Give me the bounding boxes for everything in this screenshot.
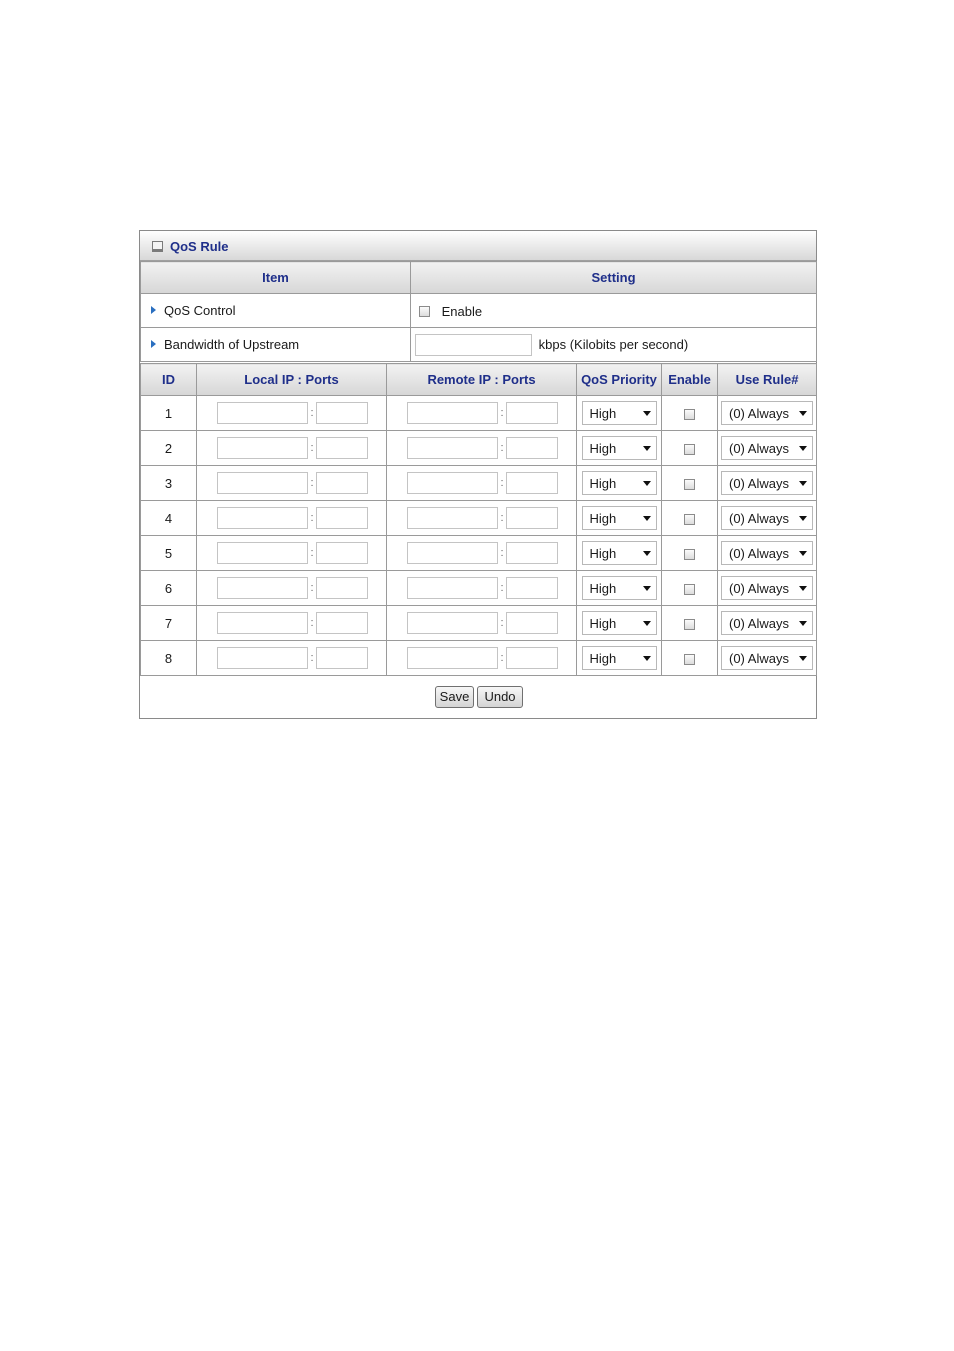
local-port-input[interactable] (316, 647, 368, 669)
rule-id: 8 (141, 641, 197, 676)
chevron-down-icon (643, 446, 651, 451)
use-rule-value: (0) Always (729, 651, 789, 666)
chevron-down-icon (799, 516, 807, 521)
rule-enable-checkbox[interactable] (684, 444, 695, 455)
local-ip-input[interactable] (217, 612, 308, 634)
priority-select[interactable] (582, 646, 657, 670)
rule-enable-checkbox[interactable] (684, 479, 695, 490)
remote-ip-cell (387, 606, 577, 641)
ip-port-separator: : (310, 582, 314, 594)
enable-cell (662, 641, 718, 676)
remote-ip-input[interactable] (407, 647, 498, 669)
ip-port-separator: : (500, 547, 504, 559)
local-ip-input[interactable] (217, 507, 308, 529)
remote-port-input[interactable] (506, 542, 558, 564)
remote-ip-input[interactable] (407, 612, 498, 634)
remote-port-input[interactable] (506, 647, 558, 669)
local-port-input[interactable] (316, 437, 368, 459)
use-rule-cell (718, 641, 817, 676)
chevron-down-icon (643, 586, 651, 591)
local-ip-cell (197, 536, 387, 571)
chevron-down-icon (799, 656, 807, 661)
local-ip-input[interactable] (217, 437, 308, 459)
use-rule-select[interactable] (721, 611, 813, 635)
local-ip-cell (197, 396, 387, 431)
priority-value: High (589, 616, 617, 631)
priority-value: High (589, 441, 617, 456)
local-ip-input[interactable] (217, 472, 308, 494)
chevron-down-icon (643, 516, 651, 521)
local-ip-cell (197, 641, 387, 676)
local-ip-cell (197, 431, 387, 466)
use-rule-cell (718, 536, 817, 571)
remote-ip-input[interactable] (407, 542, 498, 564)
use-rule-value: (0) Always (729, 511, 789, 526)
use-rule-cell (718, 571, 817, 606)
ip-port-separator: : (310, 407, 314, 419)
use-rule-value: (0) Always (729, 406, 789, 421)
use-rule-select[interactable] (721, 436, 813, 460)
qos-rule-panel (139, 230, 817, 719)
priority-select[interactable] (582, 611, 657, 635)
priority-cell (577, 606, 662, 641)
use-rule-cell (718, 396, 817, 431)
upstream-unit-label: kbps (Kilobits per second) (538, 337, 689, 352)
rule-enable-checkbox[interactable] (684, 654, 695, 665)
ip-port-separator: : (310, 617, 314, 629)
local-ip-cell (197, 501, 387, 536)
priority-cell (577, 501, 662, 536)
remote-ip-input[interactable] (407, 507, 498, 529)
local-port-input[interactable] (316, 472, 368, 494)
rule-id: 1 (141, 396, 197, 431)
use-rule-header: Use Rule# (718, 364, 817, 396)
qos-priority-header: QoS Priority (577, 364, 662, 396)
panel-titlebar (140, 231, 816, 261)
remote-ip-cell (387, 466, 577, 501)
remote-ip-cell (387, 536, 577, 571)
enable-cell (662, 431, 718, 466)
undo-button[interactable]: Undo (477, 686, 523, 708)
use-rule-value: (0) Always (729, 581, 789, 596)
upstream-bandwidth-input[interactable] (415, 334, 532, 356)
local-ip-input[interactable] (217, 647, 308, 669)
qos-control-label: QoS Control (164, 303, 236, 319)
rule-id: 4 (141, 501, 197, 536)
priority-value: High (589, 406, 617, 421)
local-ip-cell (197, 571, 387, 606)
item-header: Item (141, 262, 411, 294)
ip-port-separator: : (500, 512, 504, 524)
window-icon (152, 241, 163, 250)
enable-cell (662, 466, 718, 501)
upstream-label: Bandwidth of Upstream (164, 337, 300, 353)
use-rule-select[interactable] (721, 506, 813, 530)
priority-select[interactable] (582, 436, 657, 460)
ip-port-separator: : (310, 477, 314, 489)
local-ip-input[interactable] (217, 542, 308, 564)
rule-row (141, 396, 817, 431)
rule-id: 2 (141, 431, 197, 466)
rule-row (141, 606, 817, 641)
remote-ip-input[interactable] (407, 472, 498, 494)
priority-select[interactable] (582, 506, 657, 530)
chevron-down-icon (799, 481, 807, 486)
rule-enable-checkbox[interactable] (684, 409, 695, 420)
save-button[interactable]: Save (435, 686, 474, 708)
ip-port-separator: : (500, 617, 504, 629)
priority-value: High (589, 476, 617, 491)
arrow-right-icon (151, 306, 156, 314)
remote-port-input[interactable] (506, 437, 558, 459)
priority-cell (577, 571, 662, 606)
priority-select[interactable] (582, 541, 657, 565)
use-rule-cell (718, 466, 817, 501)
use-rule-cell (718, 606, 817, 641)
rule-row (141, 501, 817, 536)
priority-value: High (589, 546, 617, 561)
local-port-input[interactable] (316, 577, 368, 599)
ip-port-separator: : (500, 582, 504, 594)
priority-cell (577, 536, 662, 571)
priority-select[interactable] (582, 401, 657, 425)
rule-enable-checkbox[interactable] (684, 514, 695, 525)
ip-port-separator: : (500, 407, 504, 419)
remote-ip-cell (387, 501, 577, 536)
chevron-down-icon (643, 621, 651, 626)
rule-id: 7 (141, 606, 197, 641)
chevron-down-icon (643, 481, 651, 486)
rules-table (140, 363, 817, 676)
rule-row (141, 431, 817, 466)
rule-id: 3 (141, 466, 197, 501)
remote-ip-cell (387, 641, 577, 676)
settings-table (140, 261, 817, 362)
qos-enable-checkbox[interactable] (419, 306, 430, 317)
local-port-input[interactable] (316, 507, 368, 529)
enable-cell (662, 536, 718, 571)
priority-value: High (589, 651, 617, 666)
use-rule-select[interactable] (721, 541, 813, 565)
priority-value: High (589, 581, 617, 596)
use-rule-select[interactable] (721, 471, 813, 495)
ip-port-separator: : (500, 442, 504, 454)
chevron-down-icon (799, 411, 807, 416)
chevron-down-icon (799, 551, 807, 556)
rule-row (141, 641, 817, 676)
rule-id: 6 (141, 571, 197, 606)
enable-header: Enable (662, 364, 718, 396)
remote-port-input[interactable] (506, 577, 558, 599)
enable-cell (662, 606, 718, 641)
remote-ip-input[interactable] (407, 437, 498, 459)
ip-port-separator: : (310, 652, 314, 664)
priority-cell (577, 641, 662, 676)
local-port-input[interactable] (316, 542, 368, 564)
local-ip-header: Local IP : Ports (197, 364, 387, 396)
use-rule-value: (0) Always (729, 616, 789, 631)
local-port-input[interactable] (316, 402, 368, 424)
ip-port-separator: : (500, 652, 504, 664)
chevron-down-icon (643, 411, 651, 416)
id-header: ID (141, 364, 197, 396)
use-rule-select[interactable] (721, 576, 813, 600)
rule-row (141, 536, 817, 571)
chevron-down-icon (643, 551, 651, 556)
qos-enable-label: Enable (441, 303, 483, 319)
enable-cell (662, 501, 718, 536)
remote-ip-cell (387, 431, 577, 466)
use-rule-value: (0) Always (729, 546, 789, 561)
qos-control-label-cell (141, 294, 411, 328)
remote-port-input[interactable] (506, 612, 558, 634)
chevron-down-icon (799, 621, 807, 626)
rule-row (141, 466, 817, 501)
use-rule-cell (718, 501, 817, 536)
remote-ip-cell (387, 396, 577, 431)
enable-cell (662, 571, 718, 606)
priority-cell (577, 466, 662, 501)
chevron-down-icon (643, 656, 651, 661)
remote-port-input[interactable] (506, 402, 558, 424)
rule-id: 5 (141, 536, 197, 571)
setting-header: Setting (411, 262, 817, 294)
remote-ip-input[interactable] (407, 577, 498, 599)
upstream-label-cell (141, 328, 411, 362)
remote-ip-header: Remote IP : Ports (387, 364, 577, 396)
remote-ip-cell (387, 571, 577, 606)
use-rule-cell (718, 431, 817, 466)
button-row (140, 677, 816, 718)
enable-cell (662, 396, 718, 431)
local-ip-cell (197, 606, 387, 641)
local-ip-input[interactable] (217, 577, 308, 599)
rule-enable-checkbox[interactable] (684, 619, 695, 630)
priority-value: High (589, 511, 617, 526)
arrow-right-icon (151, 340, 156, 348)
priority-select[interactable] (582, 576, 657, 600)
use-rule-value: (0) Always (729, 441, 789, 456)
rule-row (141, 571, 817, 606)
ip-port-separator: : (310, 547, 314, 559)
remote-port-input[interactable] (506, 472, 558, 494)
use-rule-select[interactable] (721, 646, 813, 670)
ip-port-separator: : (310, 442, 314, 454)
use-rule-select[interactable] (721, 401, 813, 425)
priority-select[interactable] (582, 471, 657, 495)
priority-cell (577, 431, 662, 466)
local-ip-cell (197, 466, 387, 501)
panel-title: QoS Rule (170, 239, 229, 254)
chevron-down-icon (799, 586, 807, 591)
rule-enable-checkbox[interactable] (684, 584, 695, 595)
local-port-input[interactable] (316, 612, 368, 634)
chevron-down-icon (799, 446, 807, 451)
upstream-setting-cell (411, 328, 817, 362)
use-rule-value: (0) Always (729, 476, 789, 491)
rule-enable-checkbox[interactable] (684, 549, 695, 560)
remote-ip-input[interactable] (407, 402, 498, 424)
local-ip-input[interactable] (217, 402, 308, 424)
priority-cell (577, 396, 662, 431)
remote-port-input[interactable] (506, 507, 558, 529)
qos-control-setting-cell (411, 294, 817, 328)
ip-port-separator: : (310, 512, 314, 524)
ip-port-separator: : (500, 477, 504, 489)
